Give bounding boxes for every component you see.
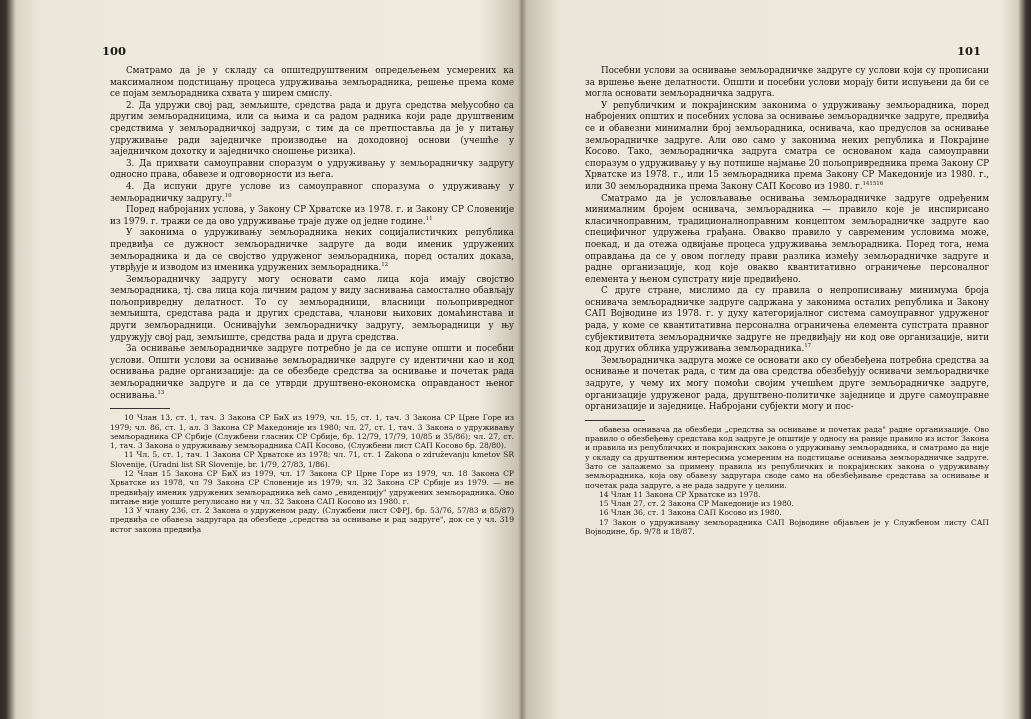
paragraph	[585, 101, 989, 194]
page-number: 101	[956, 44, 981, 58]
footnote: 15 Члан 27, ст. 2 Закона СР Македоније из 1980.	[599, 499, 794, 509]
footnote: 16 Члан 36, ст. 1 Закона САП Косово из 1980.	[599, 508, 782, 518]
footnote: 11 Чл. 5, ст. 1, тач. 1 Закона СР Хрватске из 1978; чл. 71, ст. 1 Zakona o združevanju kmetov SR Slovenije, (Uradni list SR Slovenije, br. 1/79, 27/83, 1/86).	[110, 450, 514, 469]
left-page	[100, 0, 514, 719]
paragraph: Посебни услови за оснивање земљорадничке задруге су услови који су прописани за вршење њене делатности. Општи и посебни услови морају бити испуњени да би се могла основати земљорадничка задруга.	[585, 66, 989, 100]
paragraph: 3. Да прихвати самоуправни споразум о удруживању у земљорадничку задругу односно права, обавезе и одговорности из њега.	[110, 158, 514, 181]
paragraph-text: За оснивање земљорадничке задруге потребно је да се испуне општи и посебни услови. Општи услови за оснивање земљорадничке задруге су идентични као и код оснивања радне организације: да се обезбеде средства за оснивање и почетак рада земљорадничке задруге и да се утврди друштвено-економска оправданост њеног оснивања.	[110, 344, 514, 401]
paragraph: Земљорадничка задруга може се основати ако су обезбеђена потребна средства за оснивање и почетак рада, с тим да ова средства обезбеђују оснивачи земљорадничке задруге, у чему их могу помоћи својим учешћем друге земљорадничке задруге, организације удруженог рада, друштвено-политичке заједнице и друге самоуправне организације и заједнице. Набројани субјекти могу и пос-	[585, 355, 989, 413]
footnote-ref: 10	[224, 192, 232, 199]
paragraph: Земљорадничку задругу могу основати само лица која имају својство земљорадника, тј. сва лица која личним радом у виду заснивања самостално обављају пољопривредну делатност. То су земљорадници, власници пољопривредног земљишта, средстава рада и других средстава, чланови њихових домаћинстава и други земљорадници. Оснивајући земљорадничку задругу, земљорадници у њу удружују свој рад, земљиште, средства рада и друга средства.	[110, 274, 514, 343]
page-number: 100	[102, 44, 127, 58]
footnote: 14 Члан 11 Закона СР Хрватске из 1978.	[599, 489, 761, 499]
paragraph	[110, 205, 514, 228]
footnote-ref: 16	[876, 180, 884, 187]
page-body	[110, 66, 514, 534]
paragraph	[110, 182, 514, 205]
paragraph	[110, 344, 514, 402]
paragraph-text: У законима о удруживању земљорадника неких социјалистичких република предвиђа се дужност земљорадничке задруге да води именик удружених земљорадника и да се својство удруженог земљорадника, поред осталих доказа, утврђује и изводом из именика удружених земљорадника.	[110, 228, 514, 274]
paragraph-text: 4. Да испуни друге услове из самоуправног споразума о удруживању у земљорадничку задругу.	[110, 181, 514, 204]
footnote-ref: 17	[804, 343, 812, 350]
footnote-divider	[585, 420, 645, 421]
footnote: 13 У члану 236, ст. 2 Закона о удруженом раду, (Службени лист СФРЈ, бр. 53/76, 57/83 и 85/87) предвиђа се обавеза задругара да обезбеде „средства за оснивање и рад задруге", док се у чл. 319 истог закона предвиђа	[110, 506, 514, 534]
paragraph	[585, 286, 989, 356]
footnote: 10 Члан 13, ст. 1, тач. 3 Закона СР БиХ из 1979, чл. 15, ст. 1, тач. 3 Закона СР Црне Горе из 1979; чл. 86, ст. 1, ал. 3 Закона СР Македоније из 1980; чл. 27, ст. 1, тач. 3 Закона о удруживању земљорадника СР Србије (Службени гласник СР Србије, бр. 12/79, 17/79, 10/85 и 35/86); чл. 27, ст. 1, тач. 3 Закона о удруживању земљорадника САП Косово, (Службени лист САП Косово бр. 28/80).	[110, 413, 514, 451]
footnote-ref: 14	[862, 180, 870, 187]
paragraph: Сматрамо да је условљавање оснивања земљорадничке задруге одређеним минималним бројем оснивача, земљорадника — правило које је инспирисано класичноправним, традиционалноправним концептом земљорадничке задруге као специфичног удружења грађана. Овакво правило у савременим условима може, поекад, и да отежа одвијање процеса удруживања земљорадника. Поред тога, нема оправдања да се у овом погледу прави разлика између земљорадничке задруге и радне организације, код које овакво квантитативно ограничење персоналног елемента у њеном супстрату није предвиђено.	[585, 193, 989, 285]
paragraph: 2. Да удружи свој рад, земљиште, средства рада и друга средства међусобно са другим земљорадницима, или са њима и са радом радника који раде друштвеним средствима у земљорадничкој задрузи, с тим да се претпоставља да је у питању удруживање ради заједничке производње на доходовној основи (учешће у заједничком дохотку и заједничко сношење ризика).	[110, 100, 514, 158]
paragraph-text: У републичким и покрајинским законима о удруживању земљорадника, поред набројених општих и посебних услова за оснивање земљорадничке задруге, предвиђа се и обавезни минимални број земљорадника, оснивача, као предуслов за оснивање земљорадничке задруге. Али ово само у законима неких република и Покрајине Косово. Тако, земљорадничка задруга сматра се основаном када самоуправни споразум о удруживању у њу потпише најмање 20 пољопривредника према Закону СР Хрватске из 1978. г., или 15 земљорадника према Закону СР Македоније из 1980. г., или 30 земљорадника према Закону САП Косово из 1980. г.	[585, 100, 989, 192]
right-page	[581, 0, 995, 719]
footnote-ref: 11	[425, 215, 433, 222]
paragraph	[110, 228, 514, 274]
footnote: 17 Закон о удруживању земљорадника САП Војводине објављен је у Службеном листу САП Војводине, бр. 9/78 и 18/87.	[585, 517, 989, 537]
footnote: 12 Члан 15 Закона СР БиХ из 1979, чл. 17 Закона СР Црне Горе из 1979, чл. 18 Закона СР Хрватске из 1978, чл 79 Закона СР Словеније из 1979; чл. 32 Закона СР Србије из 1979. — не предвиђају именик удружених земљорадника већ само „евиденцију" удружених земљорадника. Ово питање није уопште регулисано ни у чл. 32 Закона САП Косово из 1980. г.	[110, 469, 514, 506]
footnote-divider	[110, 408, 170, 409]
footnote-ref: 12	[381, 262, 389, 269]
footnotes	[585, 425, 989, 537]
paragraph: Сматрамо да је у складу са општедруштвеним опредељењем усмерених ка максималном подстицању процеса удруживања земљорадника, решење према коме се појам земљорадника схвата у ширем смислу.	[110, 66, 514, 100]
footnote: обавеза оснивача да обезбеди „средства за оснивање и почетак рада" радне организације. Ово правило о обезбеђењу средстава код задруге је општије у односу на раније правило из истог Закона и правила из републичких и покрајинских закона о удруживању земљорадника, и сматрамо да није у складу са друштвеним интересима усмереним на подстицање оснивања земљорадничке задруге. Зато се залажемо за примену правила из републичких и покрајинских закона о удруживању земљорадника, која ову обавезу задругара своде само на обезбеђивање средстава за оснивање и почетак рада задруге, а не рада задруге у целини.	[585, 424, 989, 490]
footnote-ref: 13	[157, 389, 165, 396]
footnotes	[110, 413, 514, 534]
paragraph-text: Поред набројаних услова, у Закону СР Хрватске из 1978. г. и Закону СР Словеније из 1979. г. тражи се да ово удруживање траје дуже од једне године.	[110, 205, 514, 227]
page-body	[585, 66, 989, 536]
footnote-ref: 15	[869, 180, 877, 187]
paragraph-text: С друге стране, мислимо да су правила о непрописивању минимума броја оснивача земљорадничке задруге садржана у законима осталих република и Закону САП Војводине из 1978. г. у духу категоријалног система самоуправног удруженог рада, у коме се квантитативна персонална ограничења елемента супстрата правног субјективитета земљорадничке задруге не предвиђају ни код ове организације, нити код других облика удруживања земљорадника.	[585, 286, 989, 355]
